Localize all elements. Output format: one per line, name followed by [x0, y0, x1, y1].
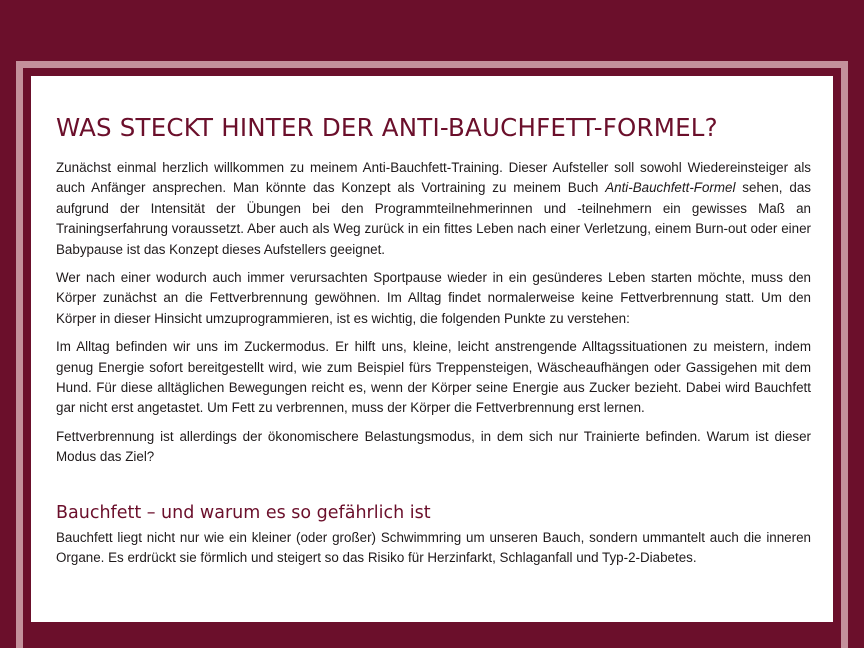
page-title: WAS STECKT HINTER DER ANTI-BAUCHFETT-FORMEL?: [56, 113, 718, 142]
belly-fat-paragraph: Bauchfett liegt nicht nur wie ein kleiner (oder großer) Schwimmring um unseren Bauch, sondern ummantelt auch die inneren Organe. Es erdrückt sie förmlich und steigert so das Risiko für Herzinfarkt, Schlaganfall und Typ-2-Diabetes.: [56, 529, 811, 566]
intro-paragraph: [56, 158, 811, 260]
fat-burning-paragraph: Wer nach einer wodurch auch immer verursachten Sportpause wieder in ein gesünderes Leben starten möchte, muss den Körper zunächst an die Fettverbrennung gewöhnen. Im Alltag findet normalerweise keine Fettverbrennung statt. Um den Körper in dieser Hinsicht umzuprogrammieren, ist es wichtig, die folgenden Punkte zu verstehen:: [56, 270, 811, 326]
goal-paragraph: Fettverbrennung ist allerdings der ökonomischere Belastungsmodus, in dem sich nur Trainierte befinden. Warum ist dieser Modus das Ziel?: [56, 428, 811, 465]
book-title: Anti-Bauchfett-Formel: [605, 180, 736, 196]
intro-text-end: sehen, das aufgrund der Intensität der Übungen bei den Programmteilnehmerinnen und -teilnehmern ein gewisses Maß an Trainingserfahrung voraussetzt. Aber auch als Weg zurück in ein fittes Leben nach einer Verletzung, einem Burn-out oder einer Babypause ist das Konzept dieses Aufstellers geeignet.: [56, 180, 811, 257]
content-panel: [31, 76, 833, 622]
intro-text-start: Zunächst einmal herzlich willkommen zu meinem Anti-Bauchfett-Training. Dieser Aufsteller soll sowohl Wiedereinsteiger als auch Anfänger ansprechen. Man könnte das Konzept als Vortraining zu meinem Buch: [56, 160, 811, 196]
sugar-mode-paragraph: Im Alltag befinden wir uns im Zuckermodus. Er hilft uns, kleine, leicht anstrengende Alltagssituationen zu meistern, indem genug Energie sofort bereitgestellt wird, wie zum Beispiel fürs Treppensteigen, Wäscheaufhängen oder Gassigehen mit dem Hund. Für diese alltäglichen Bewegungen reicht es, wenn der Körper seine Energie aus Zucker bezieht. Dabei wird Bauchfett gar nicht erst angetastet. Um Fett zu verbrennen, muss der Körper die Fettverbrennung erst lernen.: [56, 339, 811, 416]
section-heading: Bauchfett – und warum es so gefährlich ist: [56, 502, 431, 523]
